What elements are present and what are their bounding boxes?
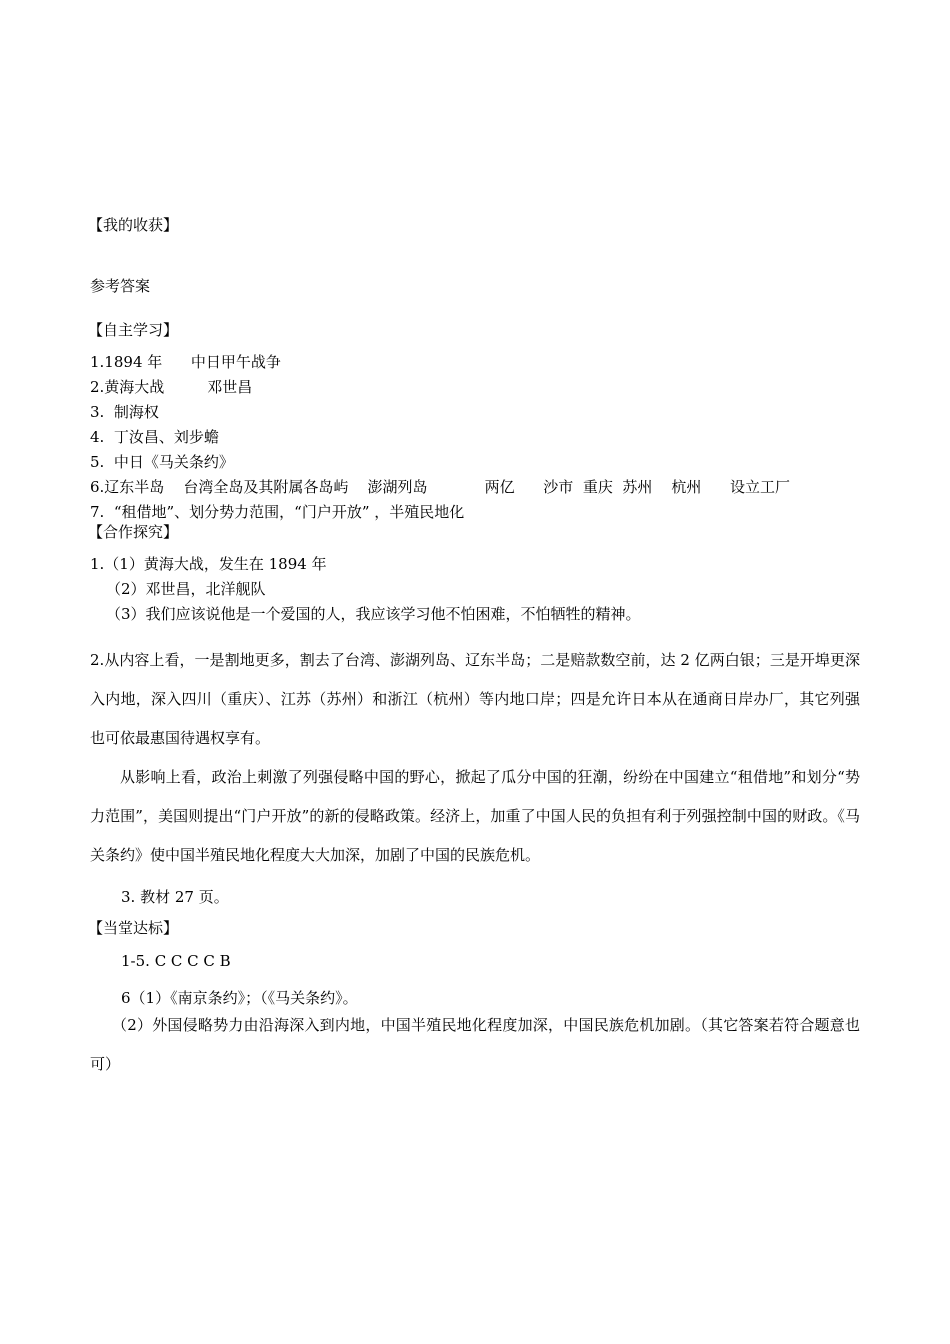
self-study-item: 1.1894 年 中日甲午战争: [90, 353, 281, 371]
harvest-heading: 【我的收获】: [88, 216, 179, 234]
self-study-item: 3. 制海权: [90, 403, 159, 421]
self-study-heading: 【自主学习】: [88, 321, 179, 339]
cooperation-q2-paragraph: 2.从内容上看，一是割地更多，割去了台湾、澎湖列岛、辽东半岛；二是赔款数空前，达 2 亿两白银；三是开埠更深入内地，深入四川（重庆）、江苏（苏州）和浙江（杭州）等内地口岸；四是允许日本从在通商日岸办厂，其它列强也可依最惠国待遇权享有。: [90, 651, 860, 747]
classroom-q6-1: 6（1）《南京条约》；（《马关条约》。: [121, 989, 358, 1007]
cooperation-q1-line: （2）邓世昌，北洋舰队: [106, 580, 266, 598]
reference-title: 参考答案: [90, 277, 151, 295]
self-study-item: 7. “租借地”、划分势力范围，“门户开放” ，半殖民地化: [90, 503, 465, 521]
classroom-q6-2: （2）外国侵略势力由沿海深入到内地，中国半殖民地化程度加深，中国民族危机加剧。（其它答案若符合题意也可）: [90, 1016, 860, 1073]
cooperation-q1-line: 1.（1）黄海大战，发生在 1894 年: [90, 555, 327, 573]
self-study-item: 2.黄海大战 邓世昌: [90, 378, 253, 396]
self-study-item: 5. 中日《马关条约》: [90, 453, 234, 471]
classroom-answers: 1-5. C C C C B: [121, 952, 231, 970]
classroom-heading: 【当堂达标】: [88, 919, 179, 937]
cooperation-q1-line: （3）我们应该说他是一个爱国的人，我应该学习他不怕困难，不怕牺牲的精神。: [106, 605, 641, 623]
self-study-item: 6.辽东半岛 台湾全岛及其附属各岛屿 澎湖列岛 两亿 沙市 重庆 苏州 杭州 设立工厂: [90, 478, 791, 496]
cooperation-q2-paragraph: 从影响上看，政治上刺激了列强侵略中国的野心，掀起了瓜分中国的狂潮，纷纷在中国建立“租借地”和划分“势力范围”，美国则提出“门户开放”的新的侵略政策。经济上，加重了中国人民的负担有利于列强控制中国的财政。《马关条约》使中国半殖民地化程度大大加深，加剧了中国的民族危机。: [90, 768, 860, 864]
cooperation-q3: 3. 教材 27 页。: [121, 888, 229, 906]
cooperation-heading: 【合作探究】: [88, 523, 179, 541]
self-study-item: 4. 丁汝昌、刘步蟾: [90, 428, 219, 446]
